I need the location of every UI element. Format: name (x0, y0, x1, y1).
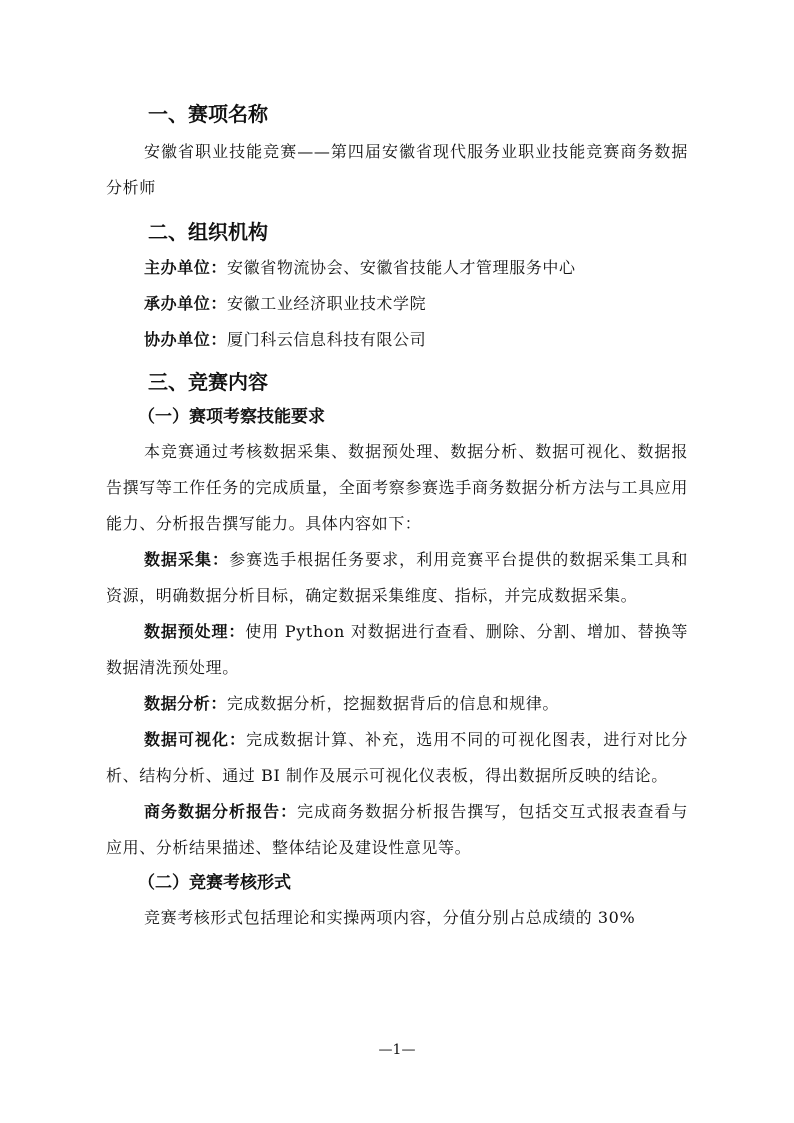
assessment-form-text: 竞赛考核形式包括理论和实操两项内容，分值分别占总成绩的 30% (144, 908, 636, 927)
subsection-1-title: （一）赛项考察技能要求 (138, 407, 325, 427)
host-line (106, 250, 688, 286)
page-number: —1— (378, 1042, 416, 1058)
section-2-title: 二、组织机构 (148, 220, 268, 244)
item-business-report (106, 794, 688, 866)
item-text: 完成数据分析，挖掘数据背后的信息和规律。 (227, 694, 560, 713)
item-data-visualization (106, 722, 688, 794)
document-body (106, 100, 688, 936)
section-3-intro: 本竞赛通过考核数据采集、数据预处理、数据分析、数据可视化、数据报告撰写等工作任务的完成质量，全面考察参赛选手商务数据分析方法与工具应用能力、分析报告撰写能力。具体内容如下： (106, 442, 688, 533)
item-label: 数据预处理： (144, 622, 246, 641)
item-text: 完成数据计算、补充，选用不同的可视化图表，进行对比分析、结构分析、通过 BI 制作及展示可视化仪表板，得出数据所反映的结论。 (106, 730, 688, 785)
item-label: 数据可视化： (144, 730, 247, 749)
section-3-title: 三、竞赛内容 (148, 370, 268, 394)
subsection-2-title: （二）竞赛考核形式 (138, 873, 291, 893)
coorganizer-value: 厦门科云信息科技有限公司 (227, 330, 427, 349)
host-label: 主办单位： (144, 258, 228, 277)
coorganizer-line (106, 322, 688, 358)
item-text: 完成商务数据分析报告撰写，包括交互式报表查看与应用、分析结果描述、整体结论及建设性意见等。 (106, 802, 688, 857)
organizer-line (106, 286, 688, 322)
item-text: 使用 Python 对数据进行查看、删除、分割、增加、替换等数据清洗预处理。 (106, 622, 688, 677)
item-text: 参赛选手根据任务要求，利用竞赛平台提供的数据采集工具和资源，明确数据分析目标，确定数据采集维度、指标，并完成数据采集。 (106, 550, 688, 605)
coorganizer-label: 协办单位： (144, 330, 228, 349)
organizer-label: 承办单位： (144, 294, 228, 313)
section-1-text: 安徽省职业技能竞赛——第四届安徽省现代服务业职业技能竞赛商务数据分析师 (106, 142, 688, 197)
item-label: 数据采集： (144, 550, 230, 569)
item-data-collection (106, 542, 688, 614)
item-data-preprocessing (106, 614, 688, 686)
item-data-analysis (106, 686, 688, 722)
item-label: 商务数据分析报告： (144, 802, 298, 821)
section-1-title: 一、赛项名称 (148, 102, 268, 126)
host-value: 安徽省物流协会、安徽省技能人才管理服务中心 (227, 258, 576, 277)
item-label: 数据分析： (144, 694, 228, 713)
organizer-value: 安徽工业经济职业技术学院 (227, 294, 427, 313)
